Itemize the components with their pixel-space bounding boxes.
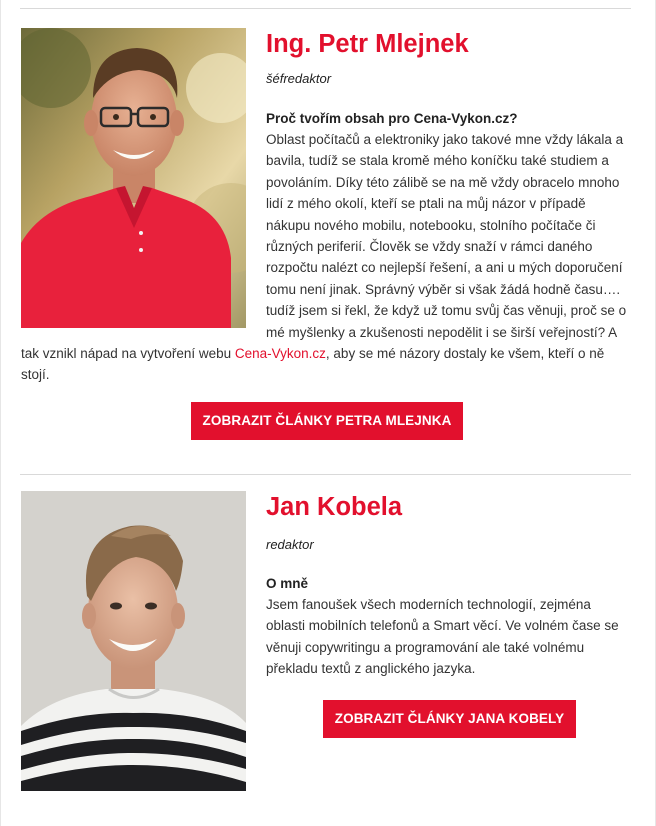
divider-middle bbox=[20, 474, 631, 475]
author-name: Jan Kobela bbox=[266, 493, 403, 521]
divider-top bbox=[20, 8, 631, 9]
about-heading: Proč tvořím obsah pro Cena-Vykon.cz? bbox=[266, 111, 518, 126]
author-role: šéfredaktor bbox=[266, 71, 332, 86]
author-photo-jan-kobela bbox=[21, 491, 246, 791]
author-bio: Jsem fanoušek všech moderních technologií, zejména oblasti mobilních telefonů a Smart věcí. Ve volném čase se věnuji copywritingu a programování ale také volnému překladu textů z anglického jazyka. bbox=[266, 597, 619, 677]
author-card-petr-mlejnek bbox=[21, 28, 633, 440]
author-card-jan-kobela bbox=[21, 491, 633, 791]
author-photo bbox=[21, 28, 246, 328]
author-bio-text: Oblast počítačů a elektroniky jako takové mne vždy lákala a bavila, tudíž se stala kromě mého koníčku také studiem a povoláním. Díky této zálibě se na mě vždy obracelo mnoho lidí z mého okolí, kteří se ptali na můj názor v případě nákupu nového mobilu, notebooku, stolního počítače či různých periferií. Člověk se vždy snaží v rámci daného rozpočtu nalézt co nejlepší řešení, a ani u mých doporučení tomu není jinak. Správný výběr si však žádá hodně času…. tudíž jsem si řekl, že když už tomu svůj čas věnuji, proč se o mé myšlenky a zkušenosti nepodělit i se širší veřejností? A tak vznikl nápad na vytvoření webu bbox=[21, 132, 627, 362]
author-name: Ing. Petr Mlejnek bbox=[266, 30, 469, 58]
button-row bbox=[21, 386, 633, 440]
author-photo-petr-mlejnek bbox=[21, 28, 246, 328]
about-heading: O mně bbox=[266, 576, 309, 591]
show-articles-petr-button[interactable]: ZOBRAZIT ČLÁNKY PETRA MLEJNKA bbox=[191, 402, 464, 440]
author-photo bbox=[21, 491, 246, 791]
page-border-left bbox=[0, 0, 1, 826]
show-articles-jan-button[interactable]: ZOBRAZIT ČLÁNKY JANA KOBELY bbox=[323, 700, 576, 738]
site-link[interactable]: Cena-Vykon.cz bbox=[234, 346, 326, 362]
author-bio-text-end: , aby se mé názory dostaly ke všem, kteří o ně stojí. bbox=[21, 346, 605, 383]
author-role: redaktor bbox=[266, 537, 314, 552]
